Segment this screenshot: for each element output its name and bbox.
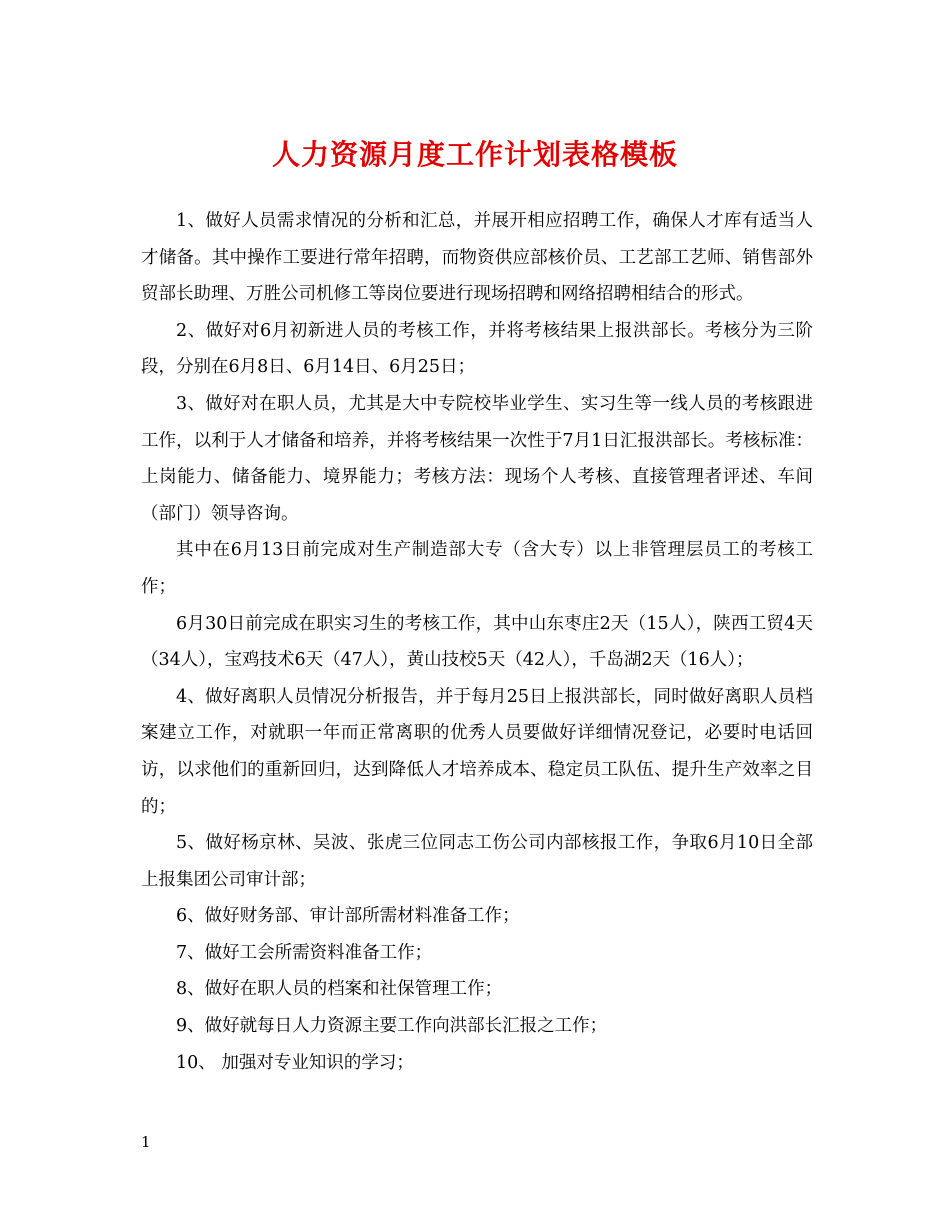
paragraph-8: 6、做好财务部、审计部所需材料准备工作； [176,906,520,927]
paragraph-10: 8、做好在职人员的档案和社保管理工作； [176,979,503,1000]
page-number: 1 [141,1133,151,1151]
paragraph-7: 5、做好杨京林、吴波、张虎三位同志工伤公司内部核报工作，争取6月10日全部上报集团公司审计部； [141,833,813,890]
paragraph-2: 2、做好对6月初新进人员的考核工作，并将考核结果上报洪部长。考核分为三阶段，分别在6月8日、6月14日、6月25日； [141,320,813,378]
paragraph-12: 10、 加强对专业知识的学习； [176,1052,414,1073]
document-title: 人力资源月度工作计划表格模板 [271,138,678,171]
paragraph-11: 9、做好就每日人力资源主要工作向洪部长汇报之工作； [176,1016,608,1037]
paragraph-6: 4、做好离职人员情况分析报告，并于每月25日上报洪部长，同时做好离职人员档案建立工作，对就职一年而正常离职的优秀人员要做好详细情况登记，必要时电话回访，以求他们的重新回归，达到降低人才培养成本、稳定员工队伍、提升生产效率之目的； [141,686,813,817]
paragraph-5: 6月30日前完成在职实习生的考核工作，其中山东枣庄2天（15人），陕西工贸4天（34人），宝鸡技术6天（47人），黄山技校5天（42人），千岛湖2天（16人）； [141,613,813,671]
paragraph-1: 1、做好人员需求情况的分析和汇总，并展开相应招聘工作，确保人才库有适当人才储备。其中操作工要进行常年招聘，而物资供应部核价员、工艺部工艺师、销售部外贸部长助理、万胜公司机修工等岗位要进行现场招聘和网络招聘相结合的形式。 [141,211,813,305]
paragraph-4: 其中在6月13日前完成对生产制造部大专（含大专）以上非管理层员工的考核工作； [141,540,813,597]
paragraph-3: 3、做好对在职人员，尤其是大中专院校毕业学生、实习生等一线人员的考核跟进工作，以利于人才储备和培养，并将考核结果一次性于7月1日汇报洪部长。考核标准：上岗能力、储备能力、境界能力；考核方法：现场个人考核、直接管理者评述、车间（部门）领导咨询。 [141,393,813,524]
paragraph-9: 7、做好工会所需资料准备工作； [176,942,433,963]
document-body [141,203,813,1081]
